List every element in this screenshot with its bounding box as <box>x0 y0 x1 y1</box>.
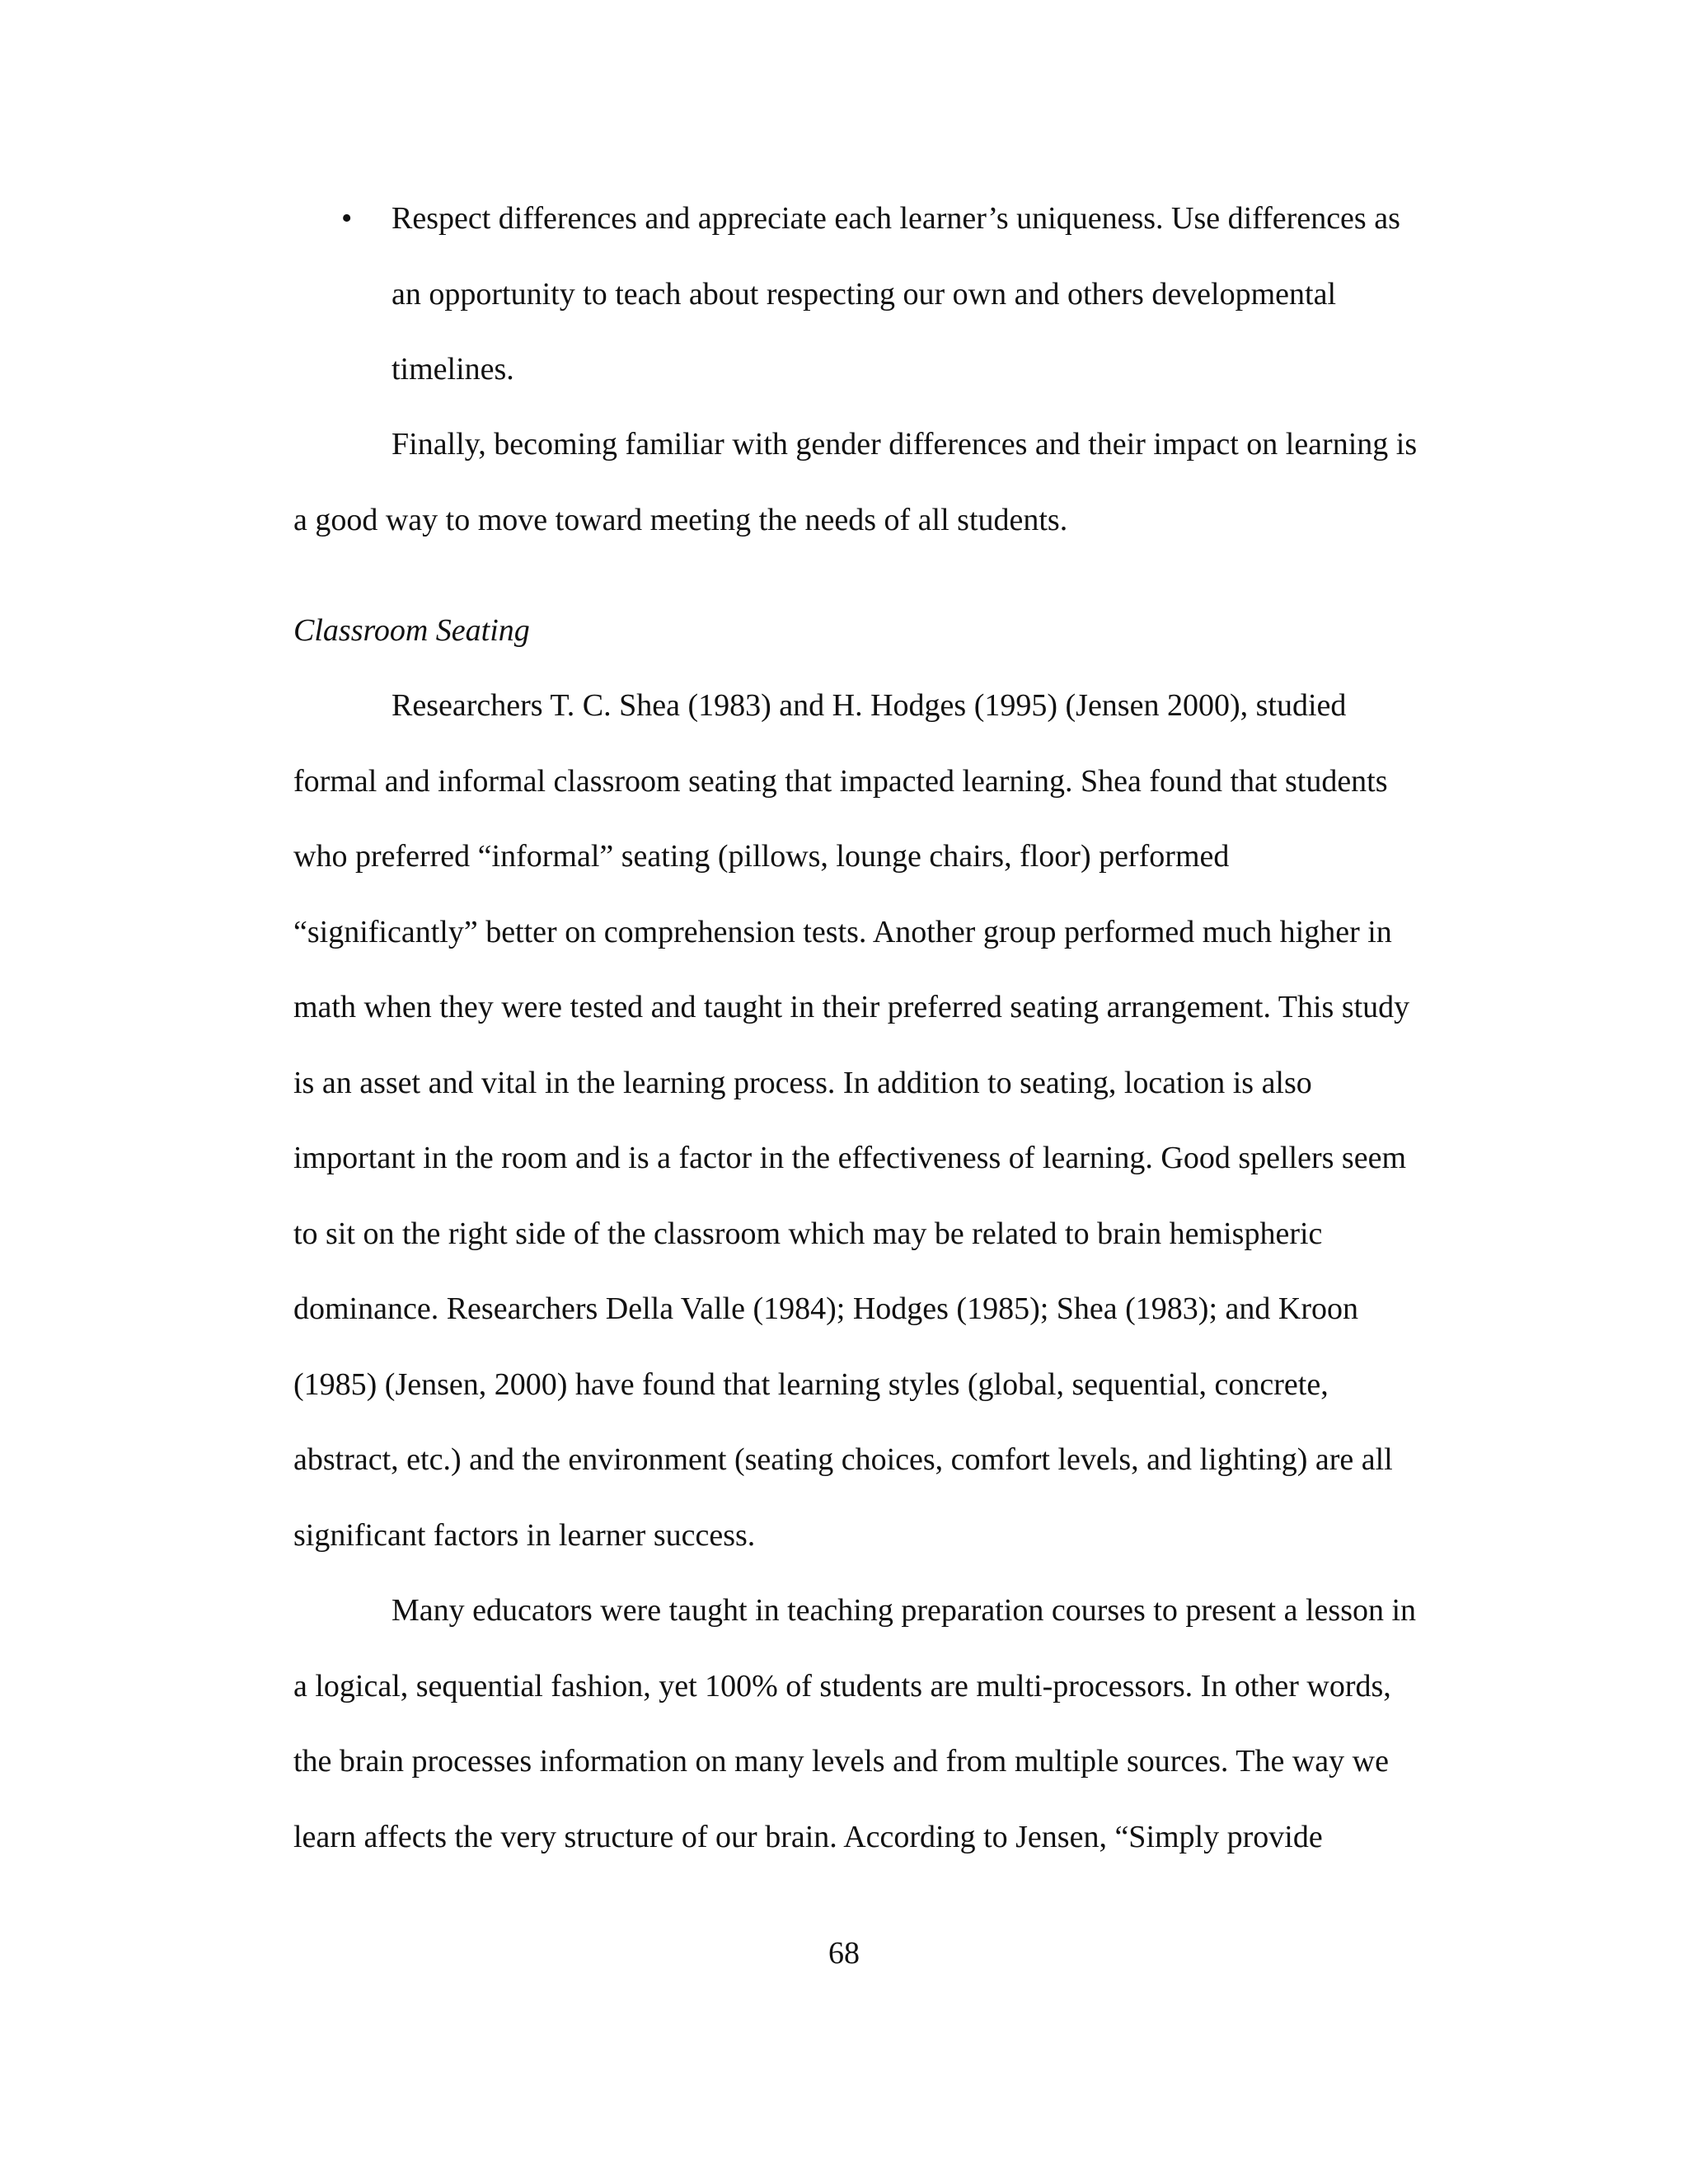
text-line: significant factors in learner success. <box>293 1517 756 1553</box>
text-line: Finally, becoming familiar with gender differences and their impact on learning is <box>392 427 1418 462</box>
text-line: to sit on the right side of the classroom which may be related to brain hemispheric <box>293 1216 1323 1251</box>
text-line: “significantly” better on comprehension tests. Another group performed much higher in <box>293 914 1392 949</box>
text-line: who preferred “informal” seating (pillows, lounge chairs, floor) performed <box>293 839 1230 874</box>
paragraph-educators <box>293 1573 1472 1875</box>
text-line: abstract, etc.) and the environment (seating choices, comfort levels, and lighting) are all <box>293 1442 1393 1477</box>
text-line: a logical, sequential fashion, yet 100% of students are multi-processors. In other words, <box>293 1668 1391 1704</box>
text-line: the brain processes information on many levels and from multiple sources. The way we <box>293 1744 1389 1779</box>
paragraph-researchers <box>293 668 1472 1573</box>
text-line: Many educators were taught in teaching preparation courses to present a lesson in <box>392 1593 1417 1628</box>
text-line: is an asset and vital in the learning process. In addition to seating, location is also <box>293 1065 1312 1100</box>
text-line: dominance. Researchers Della Valle (1984); Hodges (1985); Shea (1983); and Kroon <box>293 1291 1358 1326</box>
text-line: (1985) (Jensen, 2000) have found that learning styles (global, sequential, concrete, <box>293 1366 1329 1402</box>
text-line: formal and informal classroom seating that impacted learning. Shea found that students <box>293 763 1388 799</box>
text-line: a good way to move toward meeting the needs of all students. <box>293 502 1068 537</box>
text-line: learn affects the very structure of our brain. According to Jensen, “Simply provide <box>293 1819 1323 1854</box>
bullet-symbol: • <box>341 201 353 236</box>
section-heading: Classroom Seating <box>293 613 530 648</box>
page-number: 68 <box>828 1936 860 1971</box>
text-line: an opportunity to teach about respecting our own and others developmental <box>392 276 1337 312</box>
paragraph-finally <box>293 407 1472 558</box>
text-line: Researchers T. C. Shea (1983) and H. Hodges (1995) (Jensen 2000), studied <box>392 688 1347 723</box>
text-line: important in the room and is a factor in the effectiveness of learning. Good spellers seem <box>293 1141 1407 1175</box>
text-line: timelines. <box>392 352 514 387</box>
text-line: Respect differences and appreciate each learner’s uniqueness. Use differences as <box>392 201 1400 236</box>
text-line: math when they were tested and taught in their preferred seating arrangement. This study <box>293 990 1410 1024</box>
bullet-text <box>392 181 1400 408</box>
